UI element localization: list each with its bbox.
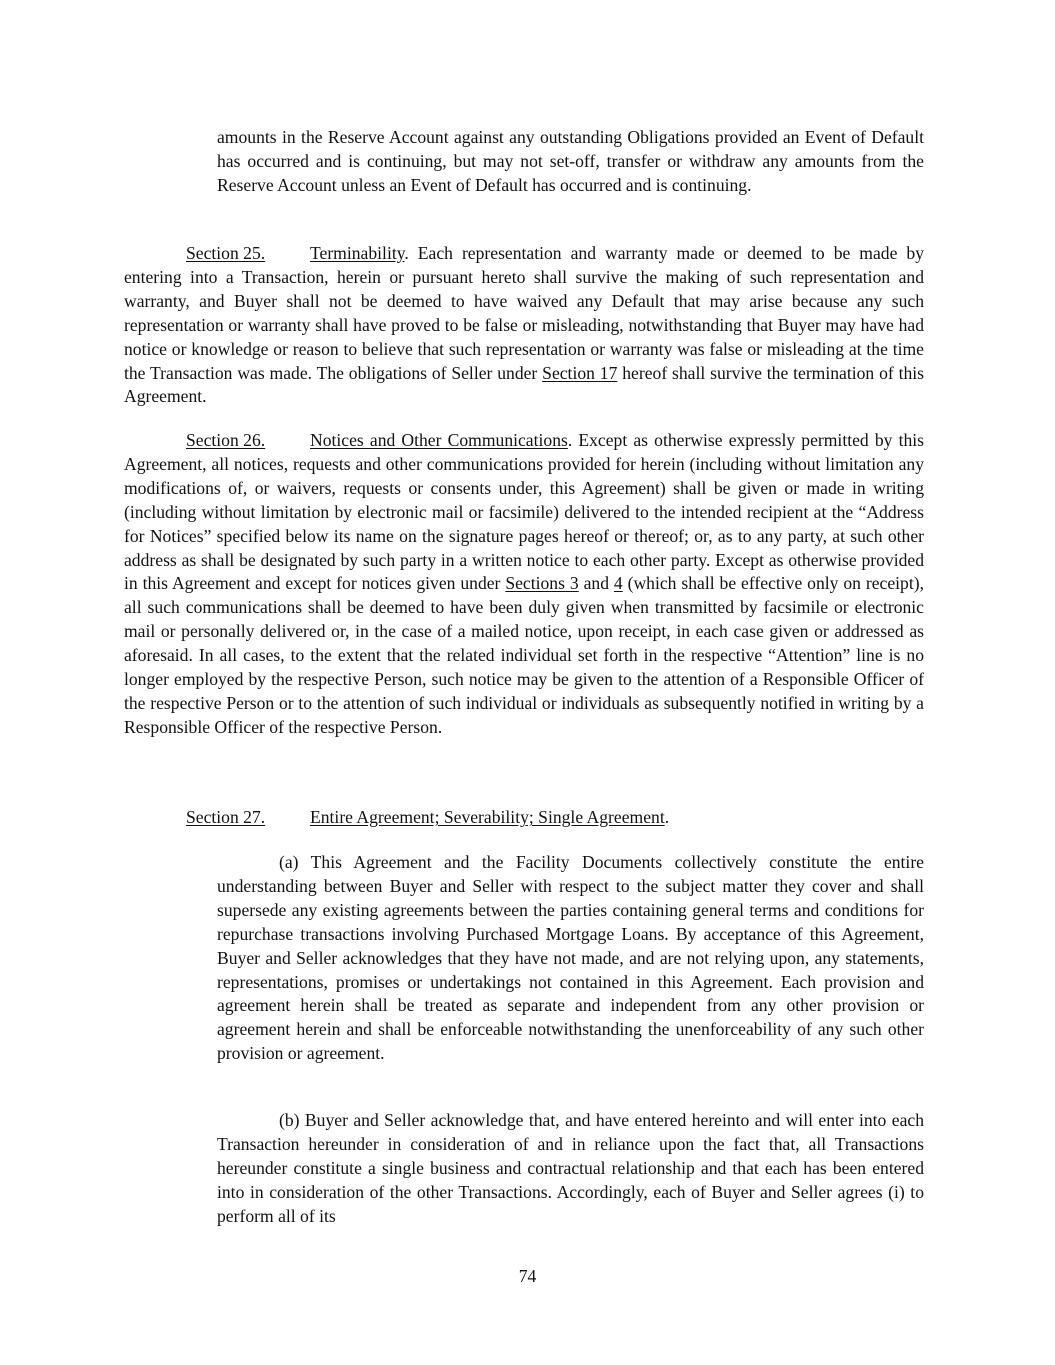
section-26-and: and: [578, 573, 614, 594]
sections-3-reference: Sections 3: [505, 573, 579, 594]
section-25-text-b: hereof shall survive the termination of this Agreement.: [124, 362, 925, 407]
continuation-paragraph: amounts in the Reserve Account against any outstanding Obligations provided an Event of Default has occurred and is continuing, but may not set-off, transfer or withdraw any amounts from the Reserve Account unless an Event of Default has occurred and is continuing.: [217, 127, 924, 195]
section-25-title: Terminability: [310, 243, 405, 263]
section-27-paragraph-b: (b) Buyer and Seller acknowledge that, and have entered hereinto and will enter into each Transaction hereunder in consideration of and in reliance upon the fact that, all Transactions hereunder constitute a single business and contractual relationship and that each has been entered into in consideration of the other Transactions. Accordingly, each of Buyer and Seller agrees (i) to perform all of its: [217, 1110, 924, 1226]
section-26-title: Notices and Other Communications: [310, 430, 568, 450]
section-25-paragraph: [124, 242, 924, 409]
section-26-number: Section 26.: [186, 430, 266, 450]
section-26-paragraph: [124, 429, 924, 740]
section-27-title: Entire Agreement; Severability; Single Agreement: [310, 807, 665, 827]
page-number: 74: [518, 1266, 537, 1286]
section-4-reference: 4: [613, 573, 623, 594]
section-25-text-a: . Each representation and warranty made or deemed to be made by entering into a Transaction, herein or pursuant hereto shall survive the making of such representation and warranty, and Buyer shall not be deemed to have waived any Default that may arise because any such representation or warranty shall have proved to be false or misleading, notwithstanding that Buyer may have had notice or knowledge or reason to believe that such representation or warranty was false or misleading at the time the Transaction was made. The obligations of Seller under: [124, 243, 924, 383]
section-17-reference: Section 17: [542, 362, 618, 383]
section-26-text-b: (which shall be effective only on receipt), all such communications shall be deemed to have been duly given when transmitted by facsimile or electronic mail or personally delivered or, in the case of a mailed notice, upon receipt, in each case given or addressed as aforesaid. In all cases, to the extent that the related individual set forth in the respective “Attention” line is no longer employed by the respective Person, such notice may be given to the attention of a Responsible Officer of the respective Person or to the attention of such individual or individuals as subsequently notified in writing by a Responsible Officer of the respective Person.: [124, 573, 924, 737]
section-25-number: Section 25.: [186, 243, 266, 263]
section-26-text-a: . Except as otherwise expressly permitted by this Agreement, all notices, requests and other communications provided for herein (including without limitation any modifications of, or waivers, requests or consents under, this Agreement) shall be given or made in writing (including without limitation by electronic mail or facsimile) delivered to the intended recipient at the “Address for Notices” specified below its name on the signature pages hereof or thereof; or, as to any party, at such other address as shall be designated by such party in a written notice to each other party. Except as otherwise provided in this Agreement and except for notices given under: [124, 430, 924, 594]
section-27-number: Section 27.: [186, 807, 266, 827]
section-27-paragraph-a: (a) This Agreement and the Facility Documents collectively constitute the entire understanding between Buyer and Seller with respect to the subject matter they cover and shall supersede any existing agreements between the parties containing general terms and conditions for repurchase transactions involving Purchased Mortgage Loans. By acceptance of this Agreement, Buyer and Seller acknowledges that they have not made, and are not relying upon, any statements, representations, promises or undertakings not contained in this Agreement. Each provision and agreement herein shall be treated as separate and independent from any other provision or agreement herein and shall be enforceable notwithstanding the unenforceability of any such other provision or agreement.: [217, 852, 924, 1064]
section-27-period: .: [664, 807, 670, 827]
section-27-heading: [186, 806, 669, 830]
